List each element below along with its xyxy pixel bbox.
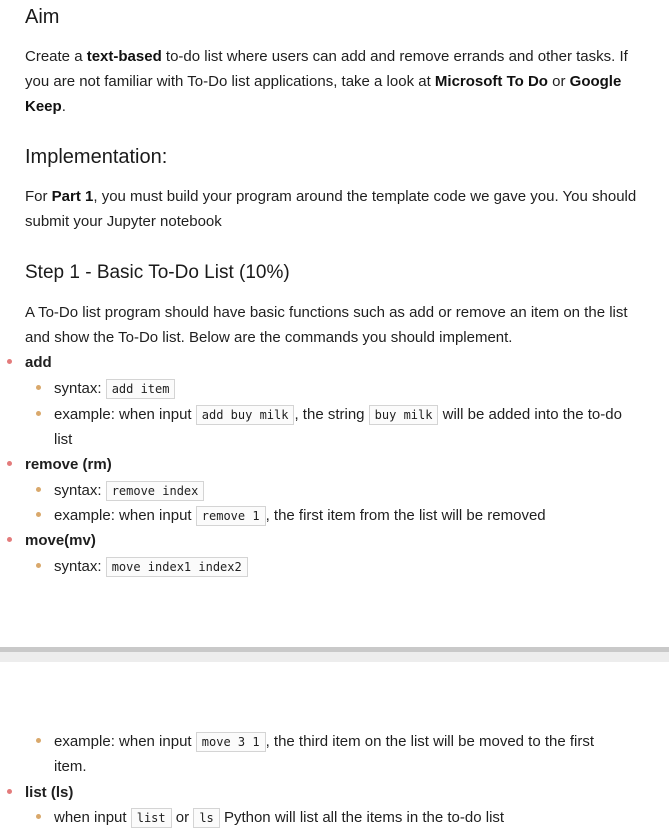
- move-example: example: when input move 3 1 , the third item on the list will be moved to the first: [54, 733, 595, 750]
- bullet-dot: [7, 789, 12, 794]
- bullet-dot: [36, 411, 41, 416]
- code-snippet: add item: [106, 379, 176, 399]
- google-keep-emphasis: Google Keep: [25, 73, 622, 115]
- bullet-dot: [36, 563, 41, 568]
- code-snippet: remove 1: [196, 506, 266, 526]
- bullet-dot: [36, 512, 41, 517]
- add-example: example: when input add buy milk , the string buy milk will be added into the to-do: [54, 406, 622, 423]
- add-syntax: syntax: add item: [54, 376, 175, 402]
- part1-emphasis: Part 1: [51, 188, 94, 205]
- move-syntax: syntax: move index1 index2: [54, 554, 248, 580]
- step1-intro: A To-Do list program should have basic functions such as add or remove an item on the list and show the To-Do list. Below are the commands you should implement.: [25, 304, 628, 346]
- code-snippet: remove index: [106, 481, 205, 501]
- command-move: move(mv): [25, 532, 96, 549]
- text-based-emphasis: text-based: [86, 48, 162, 65]
- code-snippet: list: [131, 808, 172, 828]
- code-snippet: move 3 1: [196, 732, 266, 752]
- code-snippet: move index1 index2: [106, 557, 248, 577]
- add-example-cont: list: [54, 431, 73, 448]
- implementation-paragraph: For Part 1, you must build your program around the template code we gave you. You should submit your Jupyter notebook: [25, 188, 637, 230]
- code-snippet: ls: [193, 808, 219, 828]
- command-add: add: [25, 354, 52, 371]
- code-snippet: add buy milk: [196, 405, 295, 425]
- bullet-dot: [36, 487, 41, 492]
- implementation-heading: Implementation:: [25, 146, 168, 168]
- bullet-dot: [36, 814, 41, 819]
- aim-heading: Aim: [25, 6, 60, 28]
- bullet-dot: [7, 359, 12, 364]
- remove-example: example: when input remove 1 , the first item from the list will be removed: [54, 507, 546, 524]
- move-example-cont: item.: [54, 758, 87, 775]
- microsoft-todo-emphasis: Microsoft To Do: [434, 73, 548, 90]
- bullet-dot: [7, 537, 12, 542]
- command-remove: remove (rm): [25, 456, 112, 473]
- step1-heading: Step 1 - Basic To-Do List (10%): [25, 262, 290, 283]
- remove-syntax: syntax: remove index: [54, 478, 204, 504]
- command-list: list (ls): [25, 784, 74, 801]
- page-break-shadow: [0, 652, 669, 662]
- bullet-dot: [36, 385, 41, 390]
- bullet-dot: [7, 461, 12, 466]
- list-example: when input list or ls Python will list all the items in the to-do list: [54, 809, 505, 826]
- code-snippet: buy milk: [369, 405, 439, 425]
- aim-paragraph: Create a text-based to-do list where users can add and remove errands and other tasks. If you are not familiar with To-Do list applications, take a look at Microsoft To Do or Google Keep.: [25, 48, 628, 115]
- bullet-dot: [36, 738, 41, 743]
